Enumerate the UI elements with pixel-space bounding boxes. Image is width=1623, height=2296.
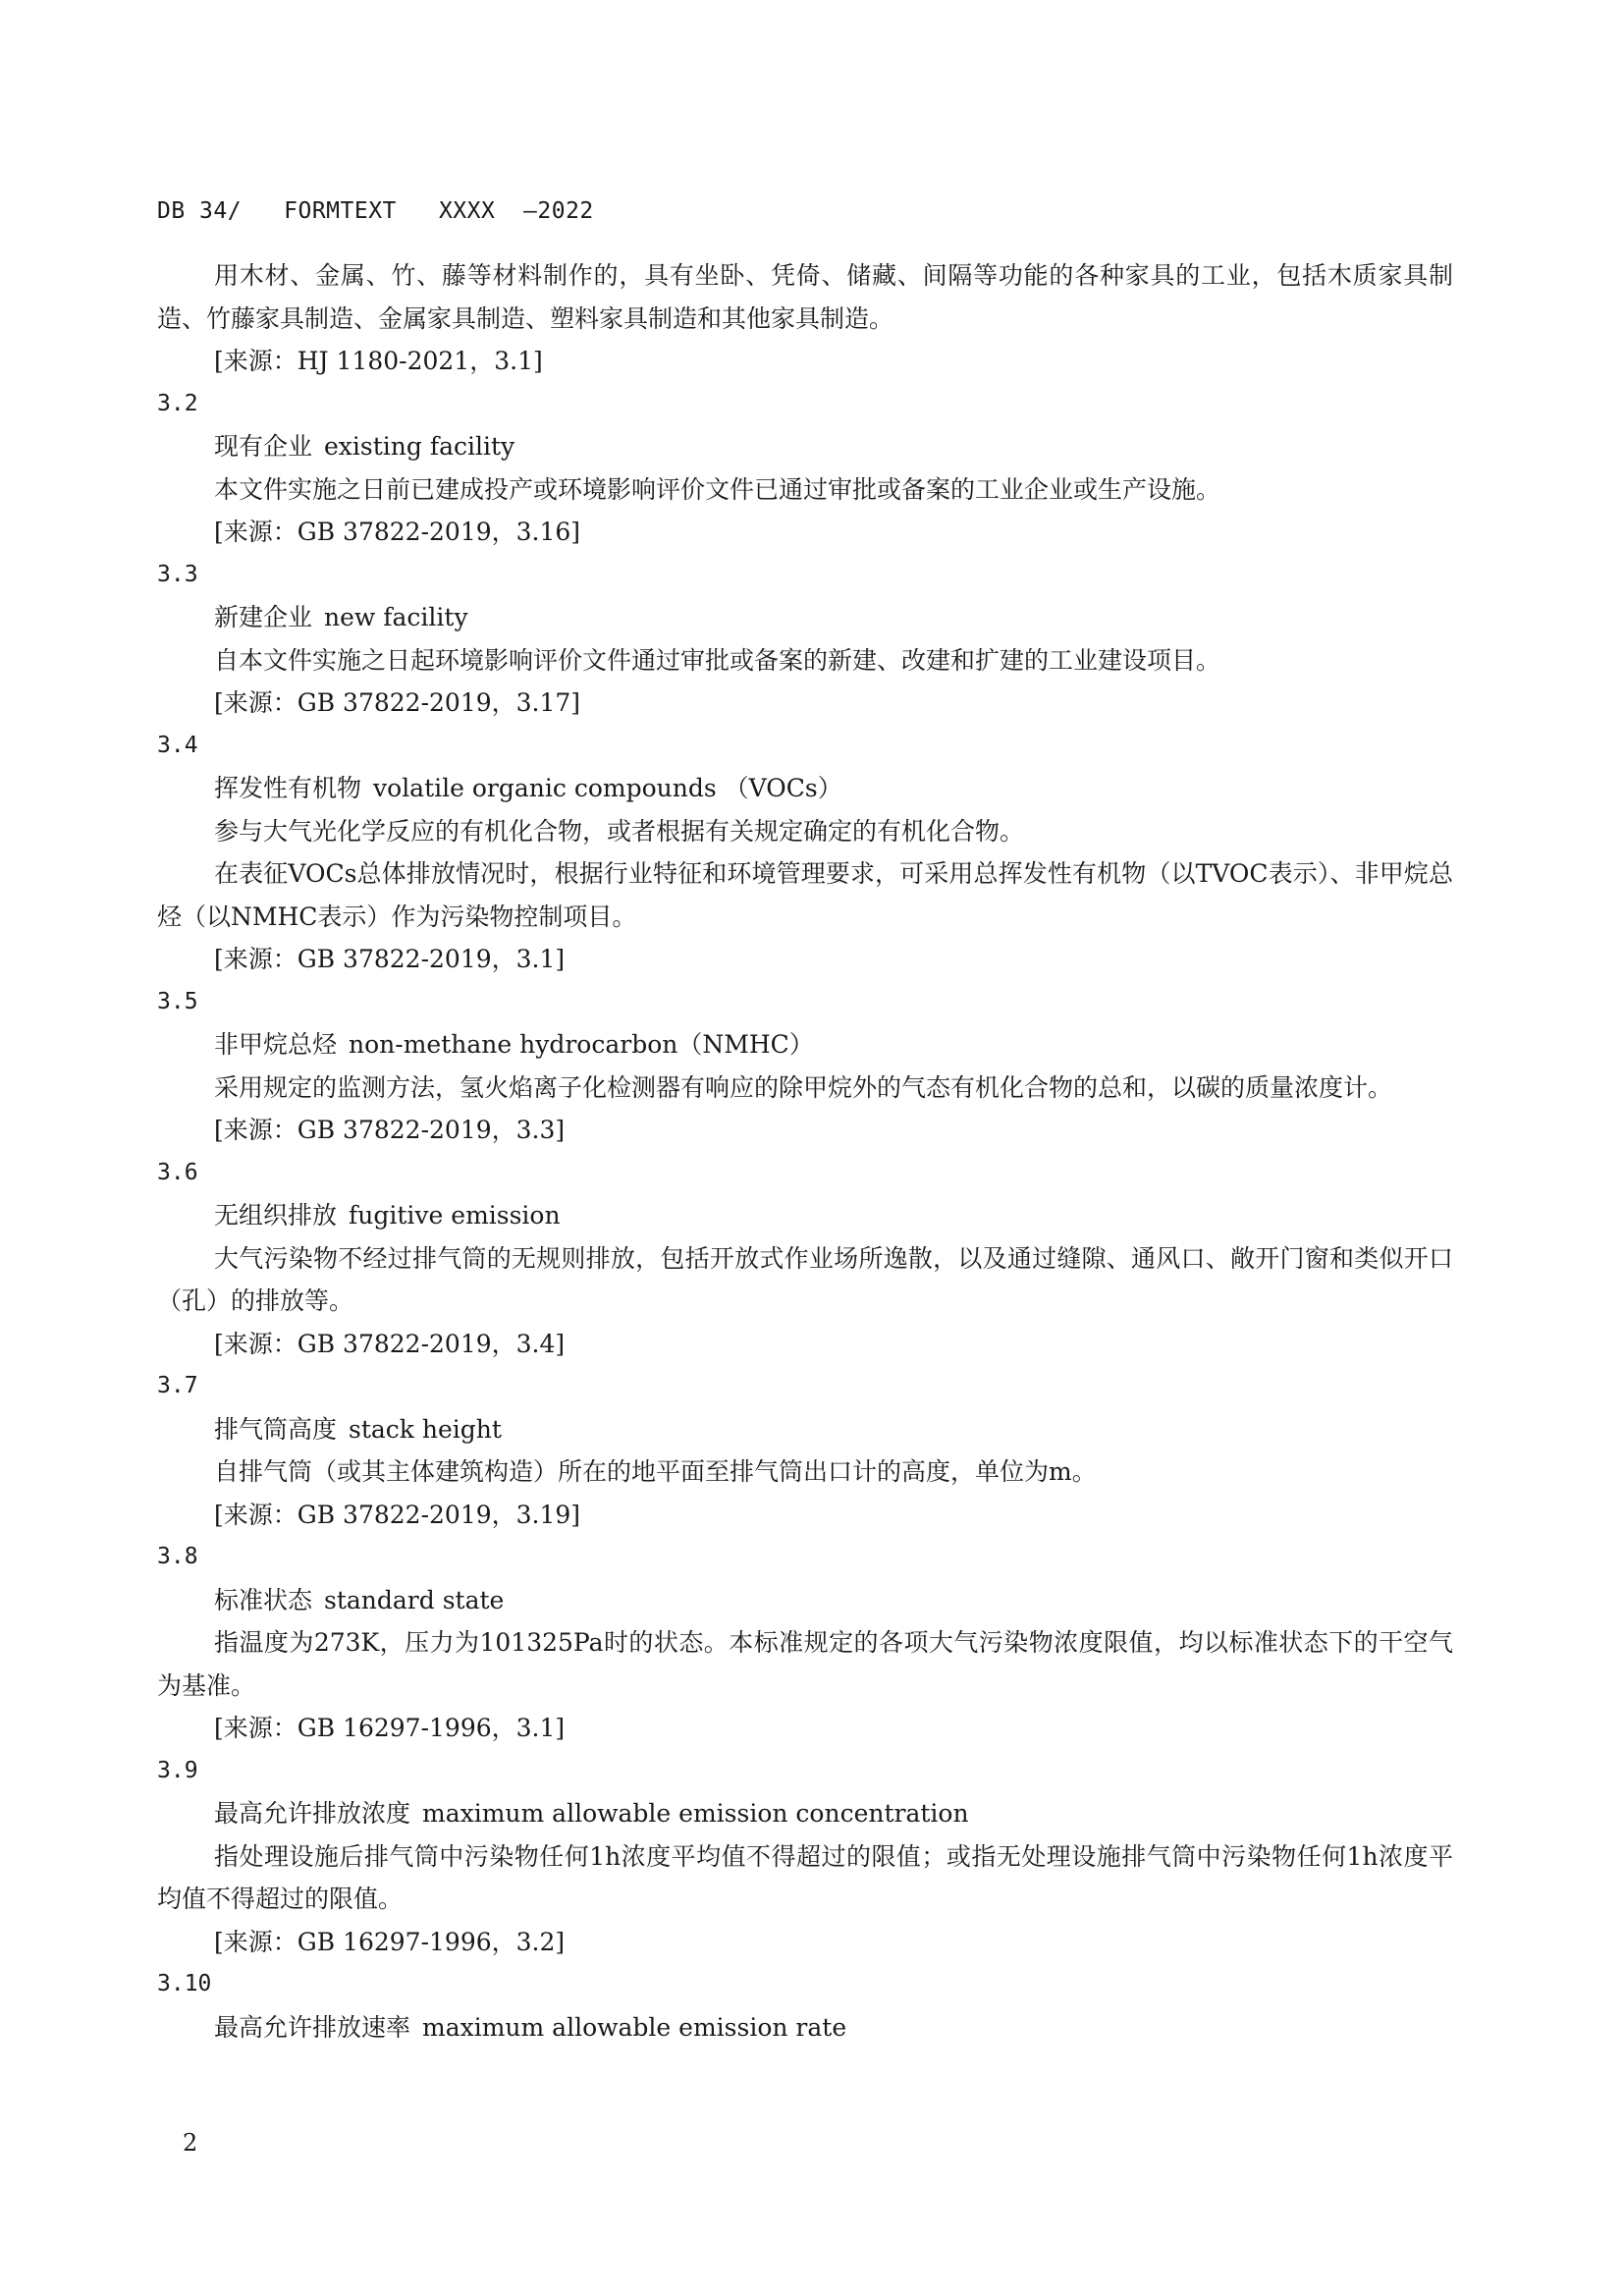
document-header: DB 34/ FORMTEXT XXXX —2022	[157, 198, 594, 224]
definition-source: [来源：GB 37822-2019，3.3]	[214, 1116, 566, 1144]
definition-term	[157, 596, 1453, 639]
term-english: maximum allowable emission concentration	[422, 1799, 969, 1828]
term-english: standard state	[324, 1585, 505, 1614]
definition-text: 在表征VOCs总体排放情况时，根据行业特征和环境管理要求，可采用总挥发性有机物（以TVOC表示）、非甲烷总烃（以NMHC表示）作为污染物控制项目。	[157, 859, 1453, 931]
term-chinese: 标准状态	[214, 1585, 313, 1614]
definition-number: 3.2	[157, 390, 198, 416]
definition-term	[157, 1023, 1453, 1066]
definition-text: 自排气筒（或其主体建筑构造）所在的地平面至排气筒出口计的高度，单位为m。	[214, 1457, 1097, 1486]
definition-term	[157, 1194, 1453, 1237]
definition-source: [来源：GB 37822-2019，3.17]	[214, 688, 581, 717]
definition-text: 自本文件实施之日起环境影响评价文件通过审批或备案的新建、改建和扩建的工业建设项目。	[214, 645, 1221, 675]
definition-source: [来源：GB 37822-2019，3.16]	[214, 518, 581, 546]
term-english: maximum allowable emission rate	[422, 2012, 847, 2042]
definition-term	[157, 1579, 1453, 1622]
definition-source: [来源：GB 37822-2019，3.4]	[214, 1329, 566, 1358]
definition-term	[157, 2006, 1453, 2050]
document-body	[157, 254, 1453, 2049]
term-english: existing facility	[324, 432, 515, 461]
definition-entry	[157, 554, 1453, 725]
definition-number: 3.8	[157, 1544, 198, 1569]
definition-source: [来源：GB 16297-1996，3.1]	[214, 1714, 566, 1742]
definition-text: 指温度为273K，压力为101325Pa时的状态。本标准规定的各项大气污染物浓度限值，均以标准状态下的干空气为基准。	[157, 1628, 1453, 1700]
definition-source: [来源：GB 16297-1996，3.2]	[214, 1927, 566, 1956]
definition-term	[157, 767, 1453, 810]
definition-number: 3.4	[157, 732, 198, 758]
definition-text: 采用规定的监测方法，氢火焰离子化检测器有响应的除甲烷外的气态有机化合物的总和，以碳的质量浓度计。	[214, 1072, 1393, 1102]
definition-entry	[157, 1152, 1453, 1366]
term-chinese: 最高允许排放浓度	[214, 1799, 411, 1828]
term-chinese: 非甲烷总烃	[214, 1030, 338, 1059]
term-chinese: 最高允许排放速率	[214, 2012, 411, 2042]
definition-text: 指处理设施后排气筒中污染物任何1h浓度平均值不得超过的限值；或指无处理设施排气筒中污染物任何1h浓度平均值不得超过的限值。	[157, 1841, 1453, 1913]
definition-entry	[157, 1365, 1453, 1536]
term-chinese: 无组织排放	[214, 1201, 338, 1230]
definition-entry	[157, 725, 1453, 981]
definition-text: 本文件实施之日前已建成投产或环境影响评价文件已通过审批或备案的工业企业或生产设施。	[214, 474, 1221, 504]
definition-term	[157, 425, 1453, 468]
intro-paragraph: 用木材、金属、竹、藤等材料制作的，具有坐卧、凭倚、储藏、间隔等功能的各种家具的工业，包括木质家具制造、竹藤家具制造、金属家具制造、塑料家具制造和其他家具制造。	[157, 261, 1453, 333]
definitions-list	[157, 383, 1453, 2050]
term-english: volatile organic compounds （VOCs）	[373, 774, 842, 802]
definition-number: 3.6	[157, 1159, 198, 1185]
term-chinese: 排气筒高度	[214, 1414, 338, 1444]
definition-term	[157, 1408, 1453, 1451]
definition-entry	[157, 383, 1453, 554]
definition-entry	[157, 1536, 1453, 1750]
definition-source: [来源：GB 37822-2019，3.19]	[214, 1500, 581, 1529]
term-chinese: 现有企业	[214, 432, 313, 461]
definition-number: 3.7	[157, 1373, 198, 1398]
intro-source: [来源：HJ 1180-2021，3.1]	[214, 347, 543, 375]
definition-text: 参与大气光化学反应的有机化合物，或者根据有关规定确定的有机化合物。	[214, 816, 1025, 846]
page-number: 2	[183, 2129, 198, 2157]
definition-text: 大气污染物不经过排气筒的无规则排放，包括开放式作业场所逸散，以及通过缝隙、通风口、敞开门窗和类似开口（孔）的排放等。	[157, 1243, 1453, 1315]
term-english: new facility	[324, 603, 468, 631]
definition-entry	[157, 1750, 1453, 1964]
definition-number: 3.5	[157, 988, 198, 1014]
term-english: stack height	[349, 1414, 502, 1444]
term-chinese: 新建企业	[214, 603, 313, 631]
term-chinese: 挥发性有机物	[214, 774, 362, 802]
definition-number: 3.3	[157, 561, 198, 587]
definition-number: 3.10	[157, 1971, 212, 1996]
definition-number: 3.9	[157, 1757, 198, 1783]
definition-term	[157, 1792, 1453, 1835]
term-english: non-methane hydrocarbon（NMHC）	[349, 1030, 814, 1059]
term-english: fugitive emission	[349, 1201, 561, 1230]
definition-source: [来源：GB 37822-2019，3.1]	[214, 945, 566, 973]
definition-entry	[157, 1963, 1453, 2049]
definition-entry	[157, 981, 1453, 1152]
